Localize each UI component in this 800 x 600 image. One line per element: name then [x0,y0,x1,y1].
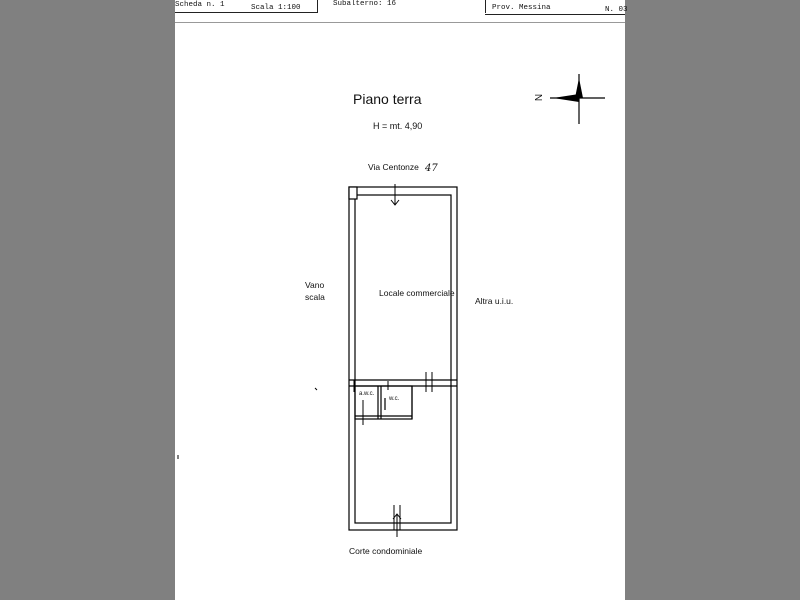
left-label-scala: scala [305,292,325,302]
top-notch-wall [349,187,357,199]
numero-label: N. 03 [605,6,628,14]
floor-plan-sheet [175,0,628,600]
scheda-label: Scheda n. 1 [175,1,225,9]
room-main-label: Locale commerciale [379,288,455,298]
bottom-label: Corte condominiale [349,546,423,556]
right-label: Altra u.i.u. [475,296,514,306]
provincia-label: Prov. Messina [492,4,551,12]
street-number: 47 [425,163,438,174]
stray-marks [178,388,317,459]
left-label-vano: Vano [305,280,325,290]
height-label: H = mt. 4,90 [373,121,423,131]
compass-icon [550,74,605,124]
small-room-awc: a.w.c. [359,391,375,397]
small-room-wc: w.c. [389,396,400,402]
middle-wall [349,380,457,386]
compass-letter: N [534,93,546,102]
plan-title: Piano terra [353,91,422,107]
outer-walls [349,187,457,530]
subalterno-label: Subalterno: 16 [333,0,397,8]
scala-label: Scala 1:100 [251,4,301,12]
floor-plan-drawing [175,0,625,600]
street-label: Via Centonze [368,162,419,172]
